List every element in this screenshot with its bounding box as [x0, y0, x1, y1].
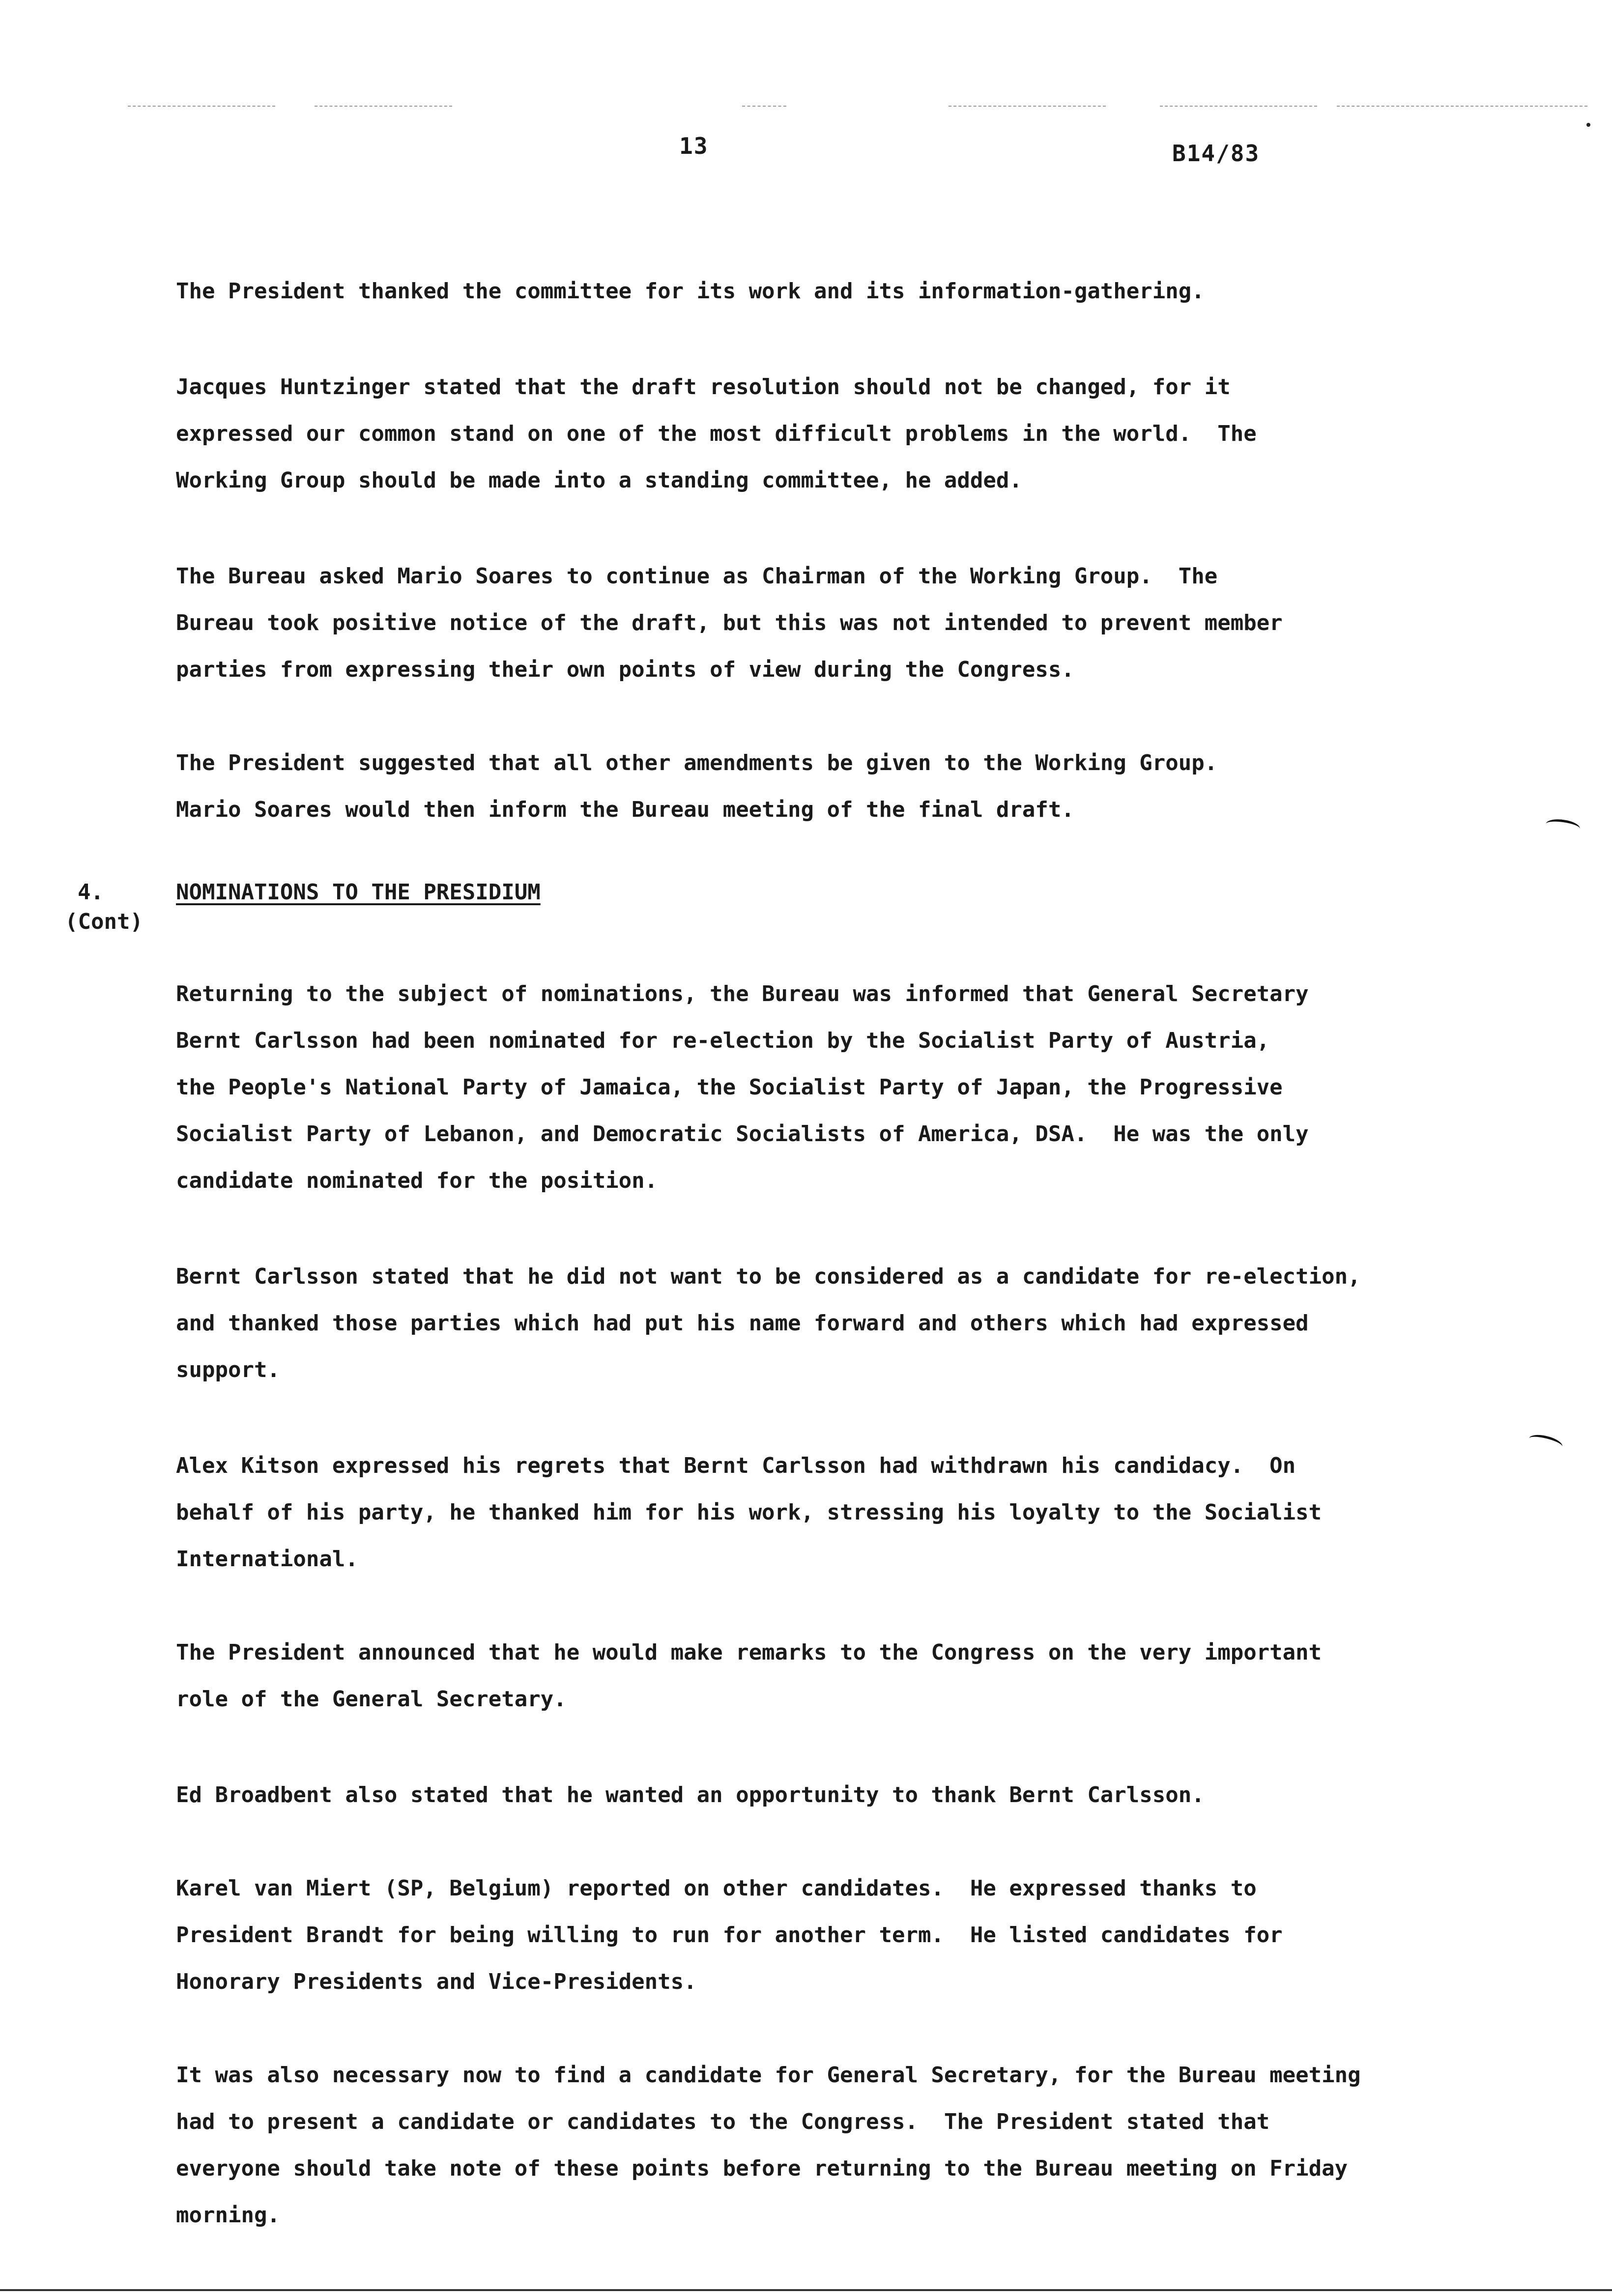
- paragraph: Karel van Miert (SP, Belgium) reported on other candidates. He expressed thanks to President Brandt for being willing to run for another term. He listed candidates for Honorary Presidents and Vice-Presidents.: [176, 1876, 1283, 1994]
- paragraph: Bernt Carlsson stated that he did not want to be considered as a candidate for re-election, and thanked those parties which had put his name forward and others which had expressed support.: [176, 1264, 1361, 1382]
- paragraph: It was also necessary now to find a candidate for General Secretary, for the Bureau meeting had to present a candidate or candidates to the Congress. The President stated that everyone should take note of these points before returning to the Bureau meeting on Friday morning.: [176, 2063, 1361, 2228]
- paragraph: The President suggested that all other amendments be given to the Working Group. Mario Soares would then inform the Bureau meeting of the final draft.: [176, 750, 1218, 822]
- header-rule: [1160, 106, 1317, 107]
- paragraph: Ed Broadbent also stated that he wanted an opportunity to thank Bernt Carlsson.: [176, 1782, 1205, 1808]
- header-rule: [742, 106, 786, 107]
- section-heading: NOMINATIONS TO THE PRESIDIUM: [176, 880, 541, 905]
- footer-rule: [0, 2289, 1612, 2291]
- margin-mark: [1527, 1432, 1564, 1453]
- item-continuation: (Cont): [65, 909, 143, 934]
- paragraph: The President announced that he would make remarks to the Congress on the very important role of the General Secretary.: [176, 1640, 1322, 1712]
- document-reference: B14/83: [1172, 140, 1260, 167]
- paragraph: Alex Kitson expressed his regrets that Bernt Carlsson had withdrawn his candidacy. On behalf of his party, he thanked him for his work, stressing his loyalty to the Socialist International.: [176, 1453, 1322, 1572]
- header-rule: [128, 106, 275, 107]
- paragraph: The President thanked the committee for its work and its information-gathering.: [176, 279, 1205, 304]
- header-rule: [949, 106, 1106, 107]
- header-rule: [315, 106, 452, 107]
- header-rule: [1337, 106, 1587, 107]
- paragraph: Returning to the subject of nominations, the Bureau was informed that General Secretary Bernt Carlsson had been nominated for re-election by the Socialist Party of Austria, the People's National Party of Jamaica, the Socialist Party of Japan, the Progressive Socialist Party of Lebanon, and Democratic Socialists of America, DSA. He was the only candidate nominated for the position.: [176, 981, 1309, 1193]
- paragraph: Jacques Huntzinger stated that the draft resolution should not be changed, for it expressed our common stand on one of the most difficult problems in the world. The Working Group should be made into a standing committee, he added.: [176, 374, 1257, 493]
- scan-speck: [1586, 123, 1590, 127]
- margin-mark: [1545, 817, 1581, 835]
- page-number: 13: [679, 133, 709, 159]
- item-number: 4.: [78, 880, 104, 905]
- paragraph: The Bureau asked Mario Soares to continue as Chairman of the Working Group. The Bureau took positive notice of the draft, but this was not intended to prevent member parties from expressing their own points of view during the Congress.: [176, 564, 1283, 682]
